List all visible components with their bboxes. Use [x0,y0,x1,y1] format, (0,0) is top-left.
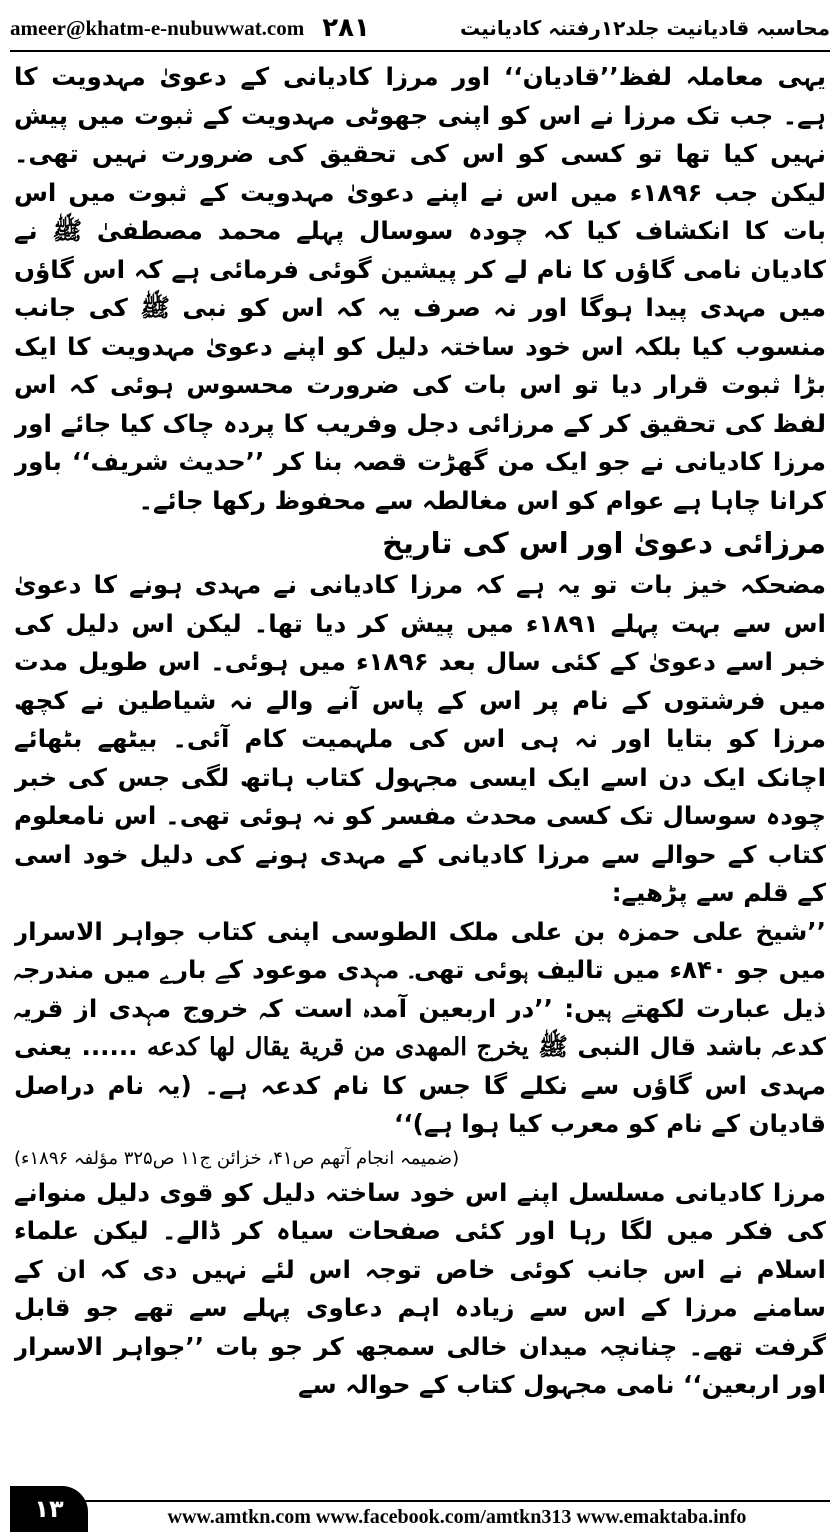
footer-bar [84,1500,830,1532]
quote-text-before: ’’شیخ علی حمزہ بن علی ملک الطوسی اپنی کتاب جواہر الاسرار میں جو ۸۴۰ء میں تالیف ہوئی تھی۔ مہدی موعود کے بارے میں مندرجہ ذیل عبارت لکھتے ہیں: ’’در اربعین آمدہ است کہ خروج مہدی از قریہ کدعہ باشد قال النبی ﷺ [14,916,826,1061]
paragraph-3: مرزا کادیانی مسلسل اپنے اس خود ساختہ دلیل کو قوی دلیل منوانے کی فکر میں لگا رہا اور کئی صفحات سیاہ کر ڈالے۔ لیکن علماء اسلام نے اس جانب کوئی خاص توجہ اس لئے نہیں دی کہ ان کے سامنے مرزا کے اس سے زیادہ اہم دعاوی پہلے سے تھے جو قابل گرفت تھے۔ چنانچہ میدان خالی سمجھ کر جو بات ’’جواہر الاسرار اور اربعین‘‘ نامی مجہول کتاب کے حوالہ سے [14,1177,826,1399]
page-number: ۲۸۱ [322,13,370,43]
page-content [14,58,826,1458]
book-title: محاسبہ قادیانیت جلد۱۲رفتنہ کادیانیت [460,16,830,40]
section-heading: مرزائی دعویٰ اور اس کی تاریخ [382,526,826,560]
footer-links: www.amtkn.com www.facebook.com/amtkn313 www.emaktaba.info [167,1505,747,1528]
paragraph-2: مضحکہ خیز بات تو یہ ہے کہ مرزا کادیانی نے مہدی ہونے کا دعویٰ اس سے بہت پہلے ۱۸۹۱ء میں پیش کر دیا تھا۔ لیکن اس دلیل کی خبر اسے دعویٰ کے کئی سال بعد ۱۸۹۶ء میں ہوئی۔ اس طویل مدت میں فرشتوں کے نام پر اس کے پاس آنے والے نہ شیاطین نے کچھ مرزا کو بتایا اور نہ ہی اس کی ملہمیت کام آئی۔ بیٹھے بٹھائے اچانک ایک دن اسے ایک ایسی مجہول کتاب ہاتھ لگی جس کی خبر چودہ سوسال تک کسی محدث مفسر کو نہ ہوئی تھی۔ اس نامعلوم کتاب کے حوالے سے مرزا کادیانی کے مہدی ہونے کی دلیل خود اسی کے قلم سے پڑھیے: [14,570,826,907]
quote-reference: (ضمیمہ انجام آتھم ص۴۱، خزائن ج۱۱ ص۳۲۵ مؤلفہ ۱۸۹۶ء) [14,1147,460,1169]
header-left [10,13,370,43]
quote-arabic: یخرج المهدی من قریة یقال لها کدعه [147,1032,529,1061]
header-email: ameer@khatm-e-nubuwwat.com [10,15,305,40]
page-header [10,8,830,48]
page-footer [0,1478,840,1540]
paragraph-1: یہی معاملہ لفظ’’قادیان‘‘ اور مرزا کادیانی کے دعویٰ مہدویت کا ہے۔ جب تک مرزا نے اس کو اپنی جھوٹی مہدویت کے ثبوت میں پیش نہیں کیا تھا تو کسی کو اس کی تحقیق کی ضرورت نہیں تھی۔ لیکن جب ۱۸۹۶ء میں اس نے اپنے دعویٰ مہدویت کے ثبوت میں اس بات کا انکشاف کیا کہ چودہ سوسال پہلے محمد مصطفیٰ ﷺ نے کادیان نامی گاؤں کا نام لے کر پیشین گوئی فرمائی ہے کہ اس گاؤں میں مہدی پیدا ہوگا اور نہ صرف یہ کہ اس کو نبی ﷺ کی جانب منسوب کیا بلکہ اس خود ساختہ دلیل کو اپنے دعویٰ مہدویت کا ایک بڑا ثبوت قرار دیا تو اس بات کی ضرورت محسوس ہوئی کہ اس لفظ کی تحقیق کر کے مرزائی دجل وفریب کا پردہ چاک کیا جائے اور مرزا کادیانی نے جو ایک من گھڑت قصہ بنا کر ’’حدیث شریف‘‘ باور کرانا چاہا ہے عوام کو اس مغالطہ سے محفوظ رکھا جائے۔ [14,62,826,515]
page-badge-number: ۱۳ [34,1495,64,1523]
header-rule [10,50,830,52]
quotation [14,913,826,1144]
page-badge [10,1486,88,1532]
quote-text-after: ...... یعنی مہدی اس گاؤں سے نکلے گا جس کا نام کدعہ ہے۔ (یہ نام دراصل قادیان کے نام کو معرب کیا ہوا ہے)‘‘ [14,1032,826,1138]
